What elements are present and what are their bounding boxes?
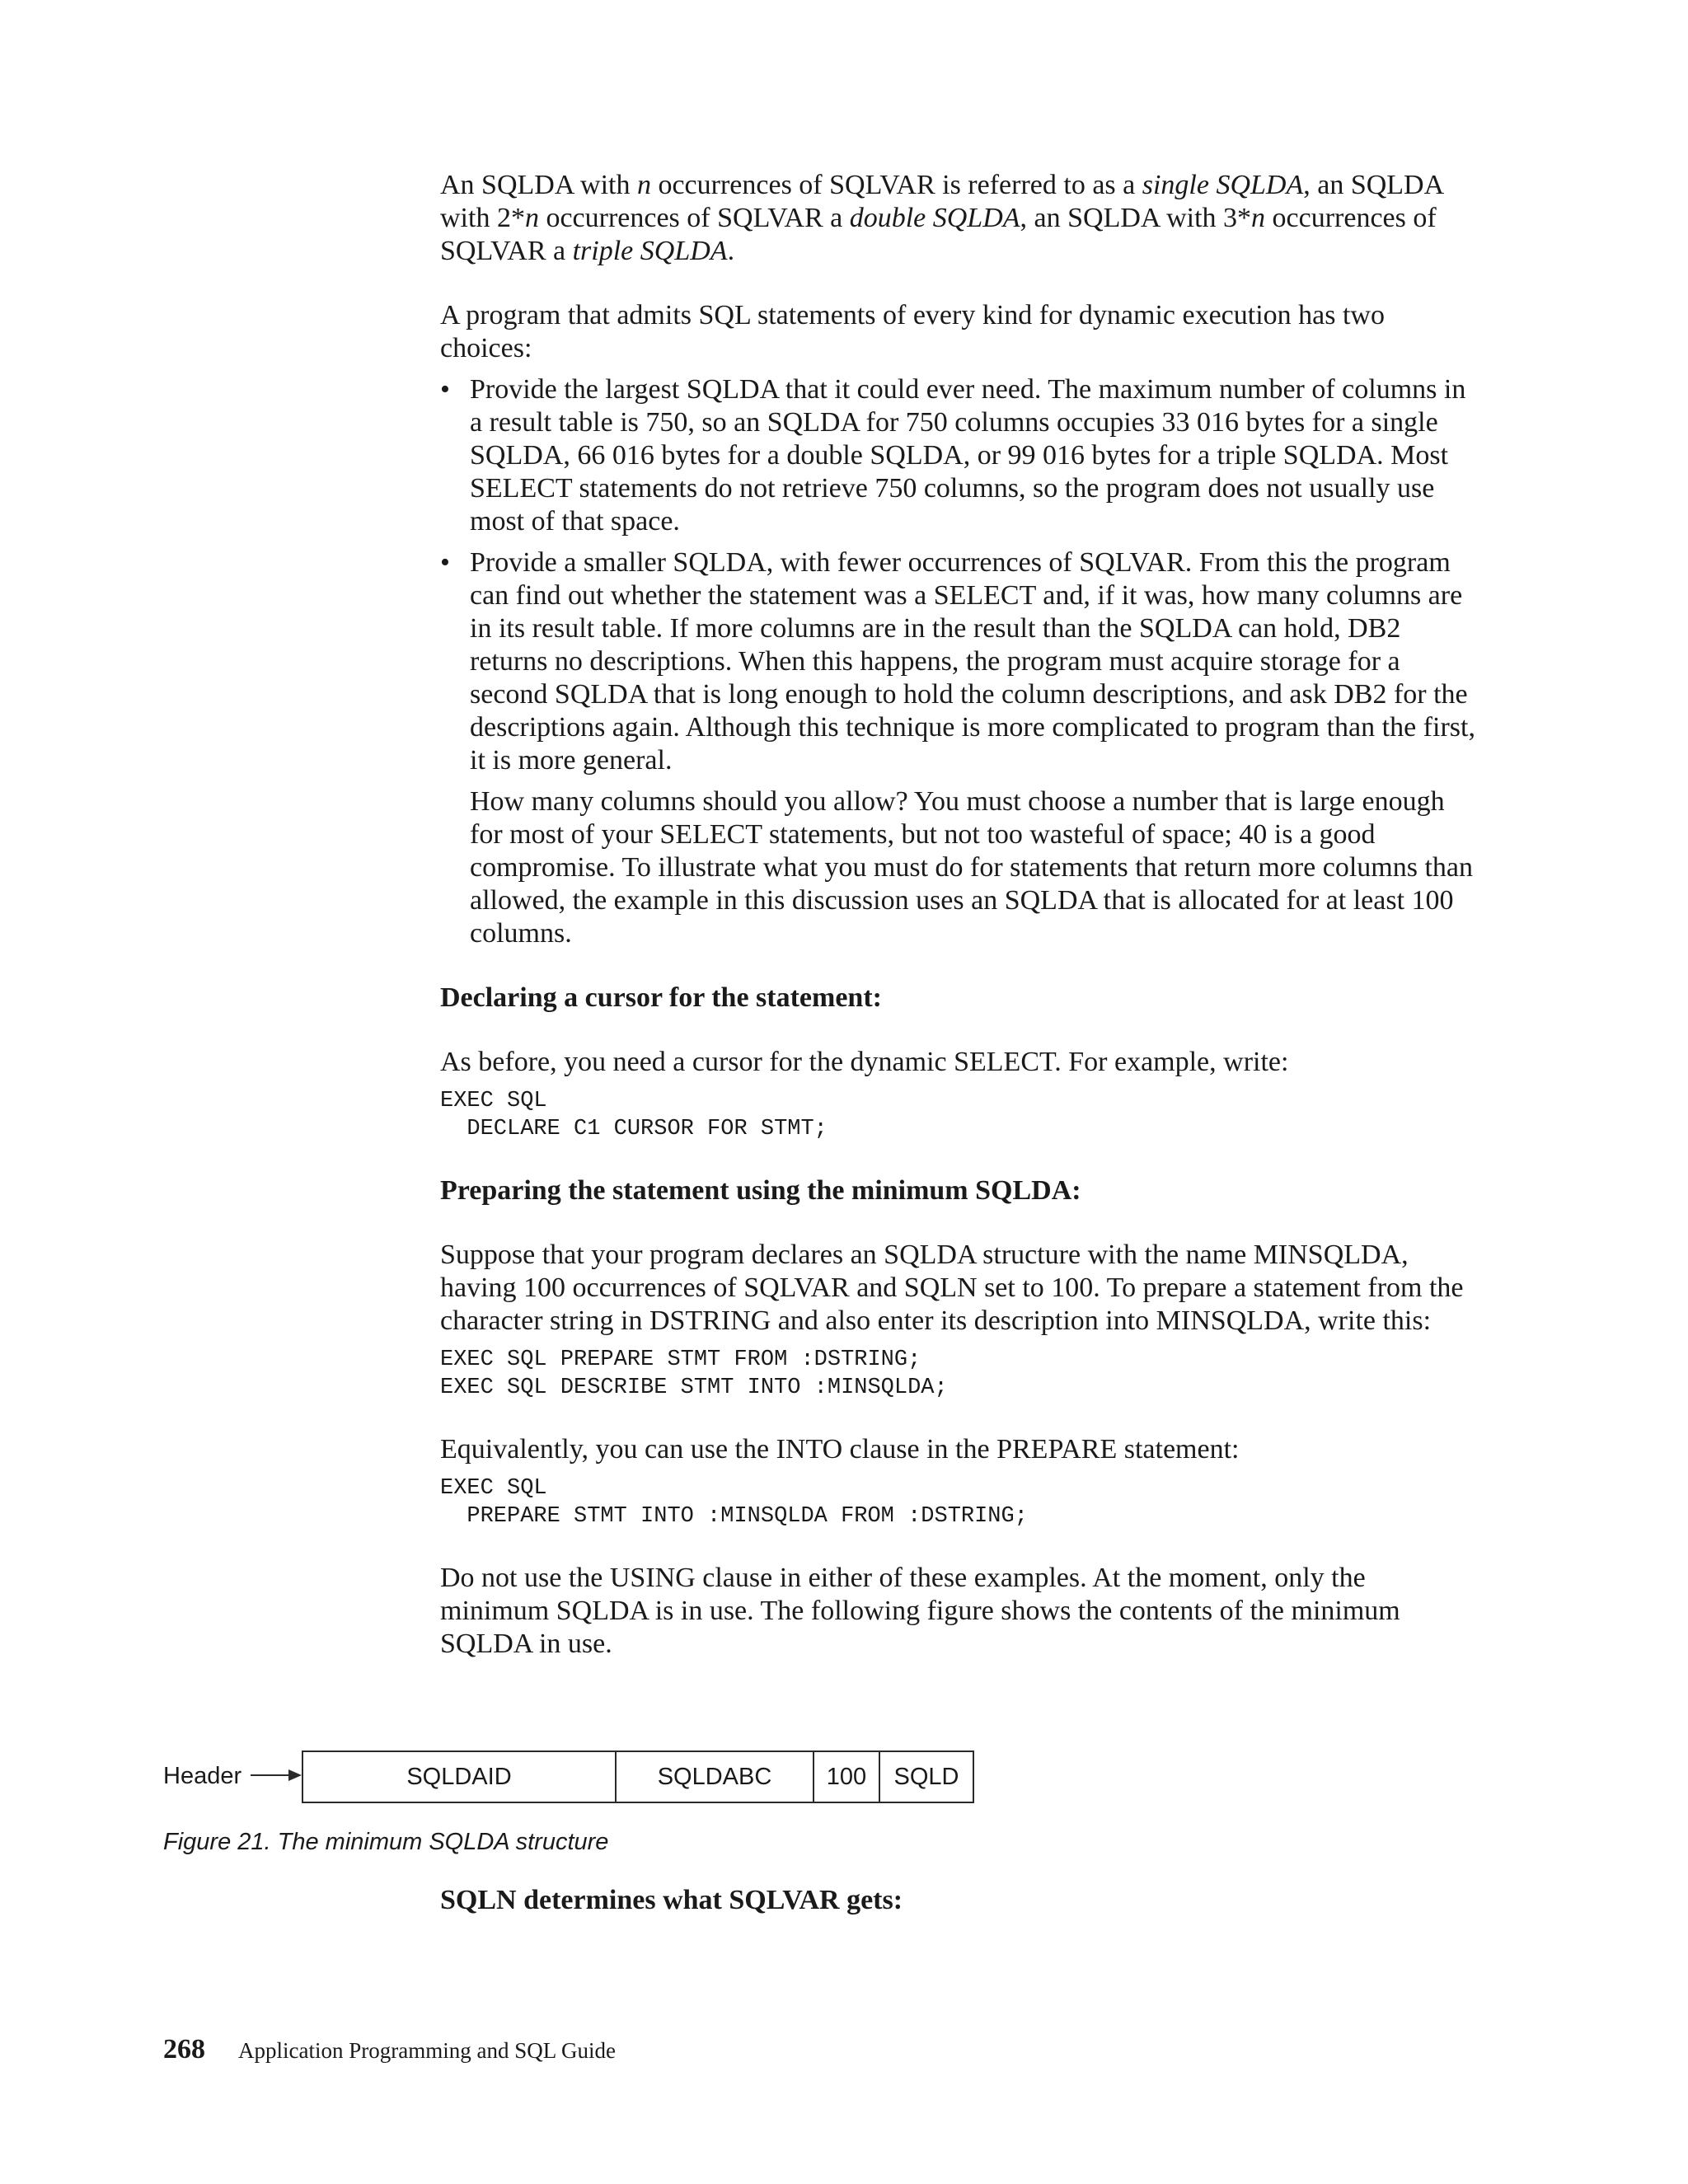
cell-sqldabc: SQLDABC bbox=[617, 1752, 814, 1802]
italic-n: n bbox=[524, 203, 539, 233]
cell-sqld: SQLD bbox=[893, 1763, 959, 1790]
paragraph-as-before: As before, you need a cursor for the dynamic SELECT. For example, write: bbox=[440, 1047, 1289, 1077]
paragraph-sqlda-types bbox=[440, 169, 1479, 268]
text-run: , an SQLDA with 2* bbox=[440, 170, 1443, 233]
italic-double-sqlda: double SQLDA bbox=[849, 203, 1020, 233]
code-declare-cursor: EXEC SQL DECLARE C1 CURSOR FOR STMT; bbox=[440, 1089, 828, 1141]
figure-caption: Figure 21. The minimum SQLDA structure bbox=[163, 1829, 609, 1855]
page-footer bbox=[163, 2034, 616, 2065]
paragraph-suppose: Suppose that your program declares an SQLDA structure with the name MINSQLDA, having 100 occurrences of SQLVAR and SQLN set to 100. To prepare a statement from the character string in DSTRING and also enter its description into MINSQLDA, write this: bbox=[440, 1240, 1464, 1336]
main-content bbox=[440, 169, 1479, 1661]
italic-triple-sqlda: triple SQLDA bbox=[572, 236, 728, 266]
heading-sqln-determines: SQLN determines what SQLVAR gets: bbox=[440, 1885, 903, 1915]
cell-sqln-value: 100 bbox=[814, 1752, 880, 1802]
paragraph-equivalently: Equivalently, you can use the INTO clause in the PREPARE statement: bbox=[440, 1434, 1240, 1465]
text-run: An SQLDA with bbox=[440, 170, 637, 200]
paragraph-how-many-columns: How many columns should you allow? You must choose a number that is large enough for most of your SELECT statements, but not too wasteful of space; 40 is a good compromise. To illustrate what you must do for statements that return more columns than allowed, the example in this discussion uses an SQLDA that is allocated for at least 100 columns. bbox=[470, 786, 1473, 949]
paragraph-do-not-use: Do not use the USING clause in either of these examples. At the moment, only the minimum SQLDA is in use. The following figure shows the contents of the minimum SQLDA in use. bbox=[440, 1563, 1400, 1659]
text-run: , an SQLDA with 3* bbox=[1020, 203, 1252, 233]
arrow-right-icon bbox=[251, 1757, 302, 1793]
heading-preparing-statement: Preparing the statement using the minimum SQLDA: bbox=[440, 1175, 1081, 1206]
text-run: occurrences of SQLVAR is referred to as a bbox=[650, 170, 1142, 200]
text-run: occurrences of SQLVAR a bbox=[440, 203, 1437, 266]
page-number: 268 bbox=[163, 2034, 205, 2064]
code-prepare-into: EXEC SQL PREPARE STMT INTO :MINSQLDA FROM :DSTRING; bbox=[440, 1476, 1028, 1529]
figure-header-label: Header bbox=[163, 1763, 242, 1789]
figure-minimum-sqlda bbox=[163, 1750, 987, 1808]
book-title: Application Programming and SQL Guide bbox=[238, 2038, 616, 2063]
heading-declaring-cursor: Declaring a cursor for the statement: bbox=[440, 982, 882, 1013]
sqlda-header-structure bbox=[302, 1750, 974, 1803]
cell-sqldaid: SQLDAID bbox=[303, 1752, 617, 1802]
choices-list bbox=[440, 373, 1479, 777]
paragraph-two-choices: A program that admits SQL statements of every kind for dynamic execution has two choices: bbox=[440, 300, 1385, 363]
italic-n: n bbox=[1251, 203, 1266, 233]
list-item: • Provide the largest SQLDA that it could ever need. The maximum number of columns in a result table is 750, so an SQLDA for 750 columns occupies 33 016 bytes for a single SQLDA, 66 016 bytes for a double SQLDA, or 99 016 bytes for a triple SQLDA. Most SELECT statements do not retrieve 750 columns, so the program does not usually use most of that space. bbox=[440, 373, 1479, 538]
text-run: occurrences of SQLVAR a bbox=[538, 203, 850, 233]
text-run: . bbox=[727, 236, 735, 266]
italic-single-sqlda: single SQLDA bbox=[1142, 170, 1304, 200]
code-prepare-describe: EXEC SQL PREPARE STMT FROM :DSTRING; EXEC SQL DESCRIBE STMT INTO :MINSQLDA; bbox=[440, 1347, 948, 1400]
list-item: • Provide a smaller SQLDA, with fewer occurrences of SQLVAR. From this the program can find out whether the statement was a SELECT and, if it was, how many columns are in its result table. If more columns are in the result than the SQLDA can hold, DB2 returns no descriptions. When this happens, the program must acquire storage for a second SQLDA that is long enough to hold the column descriptions, and ask DB2 for the descriptions again. Although this technique is more complicated to program than the first, it is more general. bbox=[440, 546, 1479, 777]
italic-n: n bbox=[636, 170, 651, 200]
